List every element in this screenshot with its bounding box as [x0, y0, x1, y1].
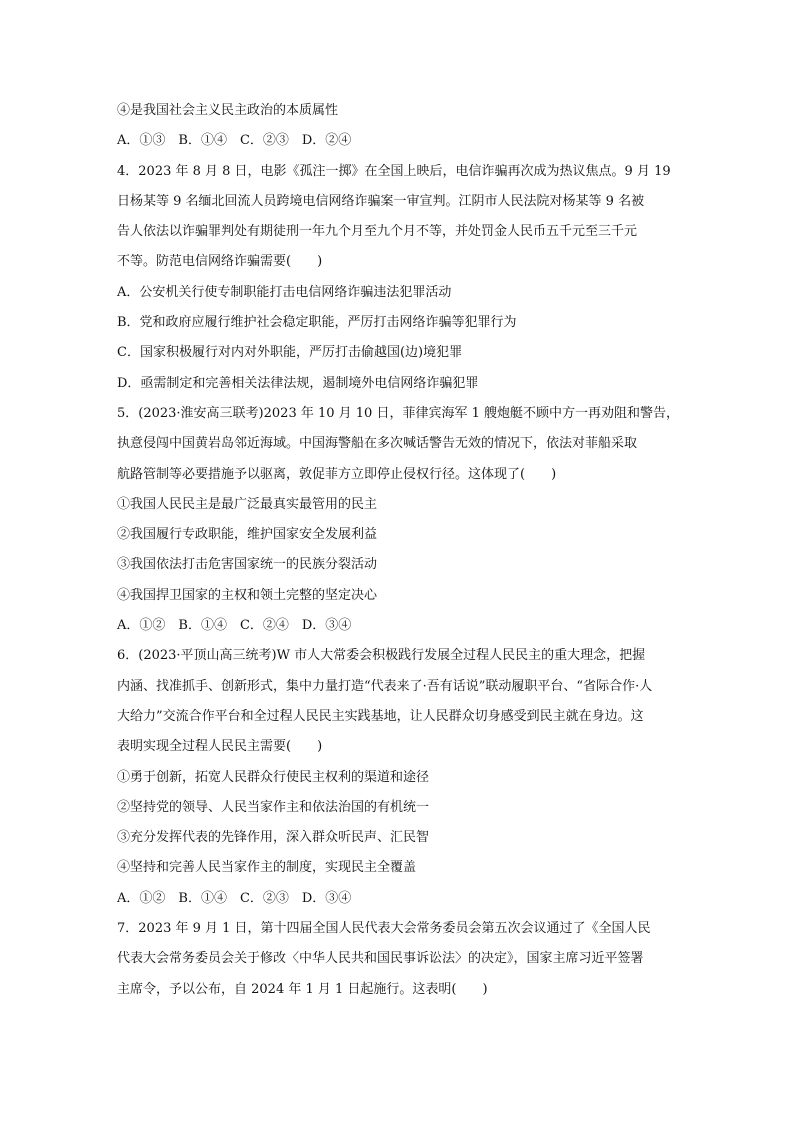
q5-option-1: ①我国人民民主是最广泛最真实最管用的民主	[117, 496, 378, 512]
q3-answer-choices: A．①③ B．①④ C．②③ D．②④	[117, 133, 352, 149]
q4-stem-line-2: 日杨某等 9 名缅北回流人员跨境电信网络诈骗案一审宣判。江阴市人民法院对杨某等 9 名被	[117, 193, 645, 209]
q6-option-3: ③充分发挥代表的先锋作用，深入群众听民声、汇民智	[117, 830, 430, 846]
q5-answer-choices: A．①② B．①④ C．②④ D．③④	[117, 618, 352, 634]
q6-option-4: ④坚持和完善人民当家作主的制度，实现民主全覆盖	[117, 860, 417, 876]
q4-option-a: A．公安机关行使专制职能打击电信网络诈骗违法犯罪活动	[117, 284, 452, 300]
q6-option-1: ①勇于创新，拓宽人民群众行使民主权利的渠道和途径	[117, 769, 430, 785]
q4-option-d: D．亟需制定和完善相关法律法规，遏制境外电信网络诈骗犯罪	[117, 375, 479, 391]
document-page	[117, 96, 682, 1005]
q4-option-c: C．国家积极履行对内对外职能，严厉打击偷越国(边)境犯罪	[117, 345, 463, 361]
q6-stem-line-1: 6．(2023·平顶山高三统考)W 市人大常委会积极践行发展全过程人民民主的重大理念，把握	[117, 648, 646, 664]
q5-stem-line-1: 5．(2023·淮安高三联考)2023 年 10 月 10 日，菲律宾海军 1 艘炮艇不顾中方一再劝阻和警告，	[117, 405, 679, 421]
q4-stem-line-3: 告人依法以诈骗罪判处有期徒刑一年九个月至九个月不等，并处罚金人民币五千元至三千元	[117, 224, 638, 240]
q6-stem-line-4: 表明实现全过程人民民主需要( )	[117, 739, 323, 755]
q4-stem-line-4: 不等。防范电信网络诈骗需要( )	[117, 254, 323, 270]
q7-stem-line-1: 7．2023 年 9 月 1 日，第十四届全国人民代表大会常务委员会第五次会议通过了《全国人民	[117, 921, 651, 937]
q4-stem-line-1: 4．2023 年 8 月 8 日，电影《孤注一掷》在全国上映后，电信诈骗再次成为热议焦点。9 月 19	[117, 163, 671, 179]
q4-option-b: B．党和政府应履行维护社会稳定职能，严厉打击网络诈骗等犯罪行为	[117, 315, 517, 331]
q6-stem-line-2: 内涵、找准抓手、创新形式，集中力量打造“代表来了·吾有话说”联动履职平台、“省际合作·人	[117, 678, 653, 694]
q5-option-2: ②我国履行专政职能，维护国家安全发展利益	[117, 527, 378, 543]
q7-stem-line-2: 代表大会常务委员会关于修改〈中华人民共和国民事诉讼法〉的决定》，国家主席习近平签署	[117, 951, 644, 967]
q5-option-4: ④我国捍卫国家的主权和领土完整的坚定决心	[117, 587, 378, 603]
q6-stem-line-3: 大给力”交流合作平台和全过程人民民主实践基地，让人民群众切身感受到民主就在身边。这	[117, 708, 644, 724]
q5-option-3: ③我国依法打击危害国家统一的民族分裂活动	[117, 557, 378, 573]
q6-option-2: ②坚持党的领导、人民当家作主和依法治国的有机统一	[117, 799, 430, 815]
q3-option-4: ④是我国社会主义民主政治的本质属性	[117, 103, 339, 118]
q5-stem-line-3: 航路管制等必要措施予以驱离，敦促菲方立即停止侵权行径。这体现了( )	[117, 466, 557, 482]
q6-answer-choices: A．①② B．①④ C．②③ D．③④	[117, 890, 352, 906]
q7-stem-line-3: 主席令，予以公布，自 2024 年 1 月 1 日起施行。这表明( )	[117, 981, 488, 997]
q5-stem-line-2: 执意侵闯中国黄岩岛邻近海域。中国海警船在多次喊话警告无效的情况下，依法对菲船采取	[117, 436, 638, 452]
